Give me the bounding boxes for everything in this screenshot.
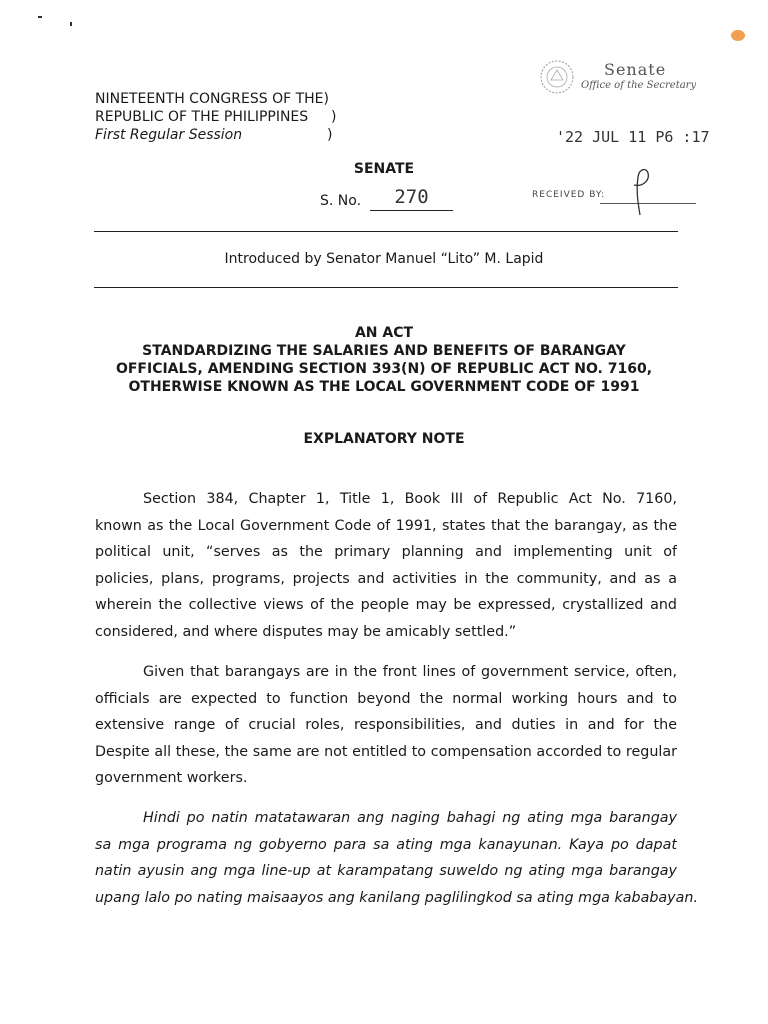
explanatory-note-heading: EXPLANATORY NOTE [303, 431, 465, 447]
paragraph-line: upang lalo po nating maisaayos ang kanilang paglilingkod sa ating mga kababayan. [95, 889, 698, 906]
stamp-senate-title: Senate [604, 60, 667, 79]
scan-speck [70, 22, 72, 26]
bill-title [0, 324, 768, 396]
introduced-by: Introduced by Senator Manuel “Lito” M. Lapid [224, 251, 544, 267]
paragraph-line: officials are expected to function beyond the normal working hours and to [95, 690, 677, 707]
bill-number: 270 [394, 186, 429, 208]
stamp-date: '22 JUL 11 P6 :17 [556, 128, 710, 146]
paragraph-line: natin ayusin ang mga line-up at karampatang suweldo ng ating mga barangay [95, 863, 677, 879]
paragraph-line: wherein the collective views of the people may be expressed, crystallized and [95, 597, 677, 613]
republic-line: REPUBLIC OF THE PHILIPPINES [95, 109, 309, 125]
paragraph [95, 659, 677, 792]
paragraph [95, 805, 698, 911]
paragraph-line: policies, plans, programs, projects and activities in the community, and as a [95, 570, 677, 587]
received-by-label: RECEIVED BY: [532, 190, 606, 200]
paragraph-line: political unit, “serves as the primary planning and implementing unit of [95, 544, 677, 560]
bill-title-line: STANDARDIZING THE SALARIES AND BENEFITS OF BARANGAY [142, 343, 626, 359]
bill-title-line: OFFICIALS, AMENDING SECTION 393(N) OF REPUBLIC ACT NO. 7160, [115, 361, 653, 377]
congress-header: NINETEENTH CONGRESS OF THE) REPUBLIC OF THE PHILIPPINES ) First Regular Session ) [95, 91, 337, 143]
chamber-label: SENATE [353, 161, 415, 177]
senate-seal-icon [537, 58, 577, 96]
paragraph-line: known as the Local Government Code of 1991, states that the barangay, as the [95, 517, 677, 534]
bill-number-underline [370, 210, 453, 211]
paragraph-line: Despite all these, the same are not entitled to compensation accorded to regular [95, 743, 677, 760]
paragraph-line: Hindi po natin matatawaran ang naging bahagi ng ating mga barangay [143, 810, 677, 826]
bill-title-line: OTHERWISE KNOWN AS THE LOCAL GOVERNMENT CODE OF 1991 [128, 379, 640, 395]
paragraph [95, 486, 677, 645]
divider [94, 231, 678, 232]
paragraph-line: sa mga programa ng gobyerno para sa ating mga kanayunan. Kaya po dapat [95, 836, 677, 853]
stamp-office: Office of the Secretary [581, 80, 697, 91]
paragraph-line: extensive range of crucial roles, responsibilities, and duties in and for the [95, 717, 677, 733]
bill-title-line: AN ACT [354, 325, 414, 341]
paragraph-line: government workers. [95, 770, 248, 786]
scan-speck [38, 16, 42, 18]
paragraph-line: considered, and where disputes may be amicably settled.” [95, 623, 517, 640]
divider [94, 287, 678, 288]
paragraph-line: Section 384, Chapter 1, Title 1, Book III of Republic Act No. 7160, [143, 491, 677, 507]
congress-line: NINETEENTH CONGRESS OF THE [95, 91, 324, 107]
bill-number-label: S. No. [320, 193, 362, 209]
session-line: First Regular Session [95, 127, 243, 143]
paragraph-line: Given that barangays are in the front lines of government service, often, [143, 664, 677, 680]
scan-speck [731, 30, 745, 41]
